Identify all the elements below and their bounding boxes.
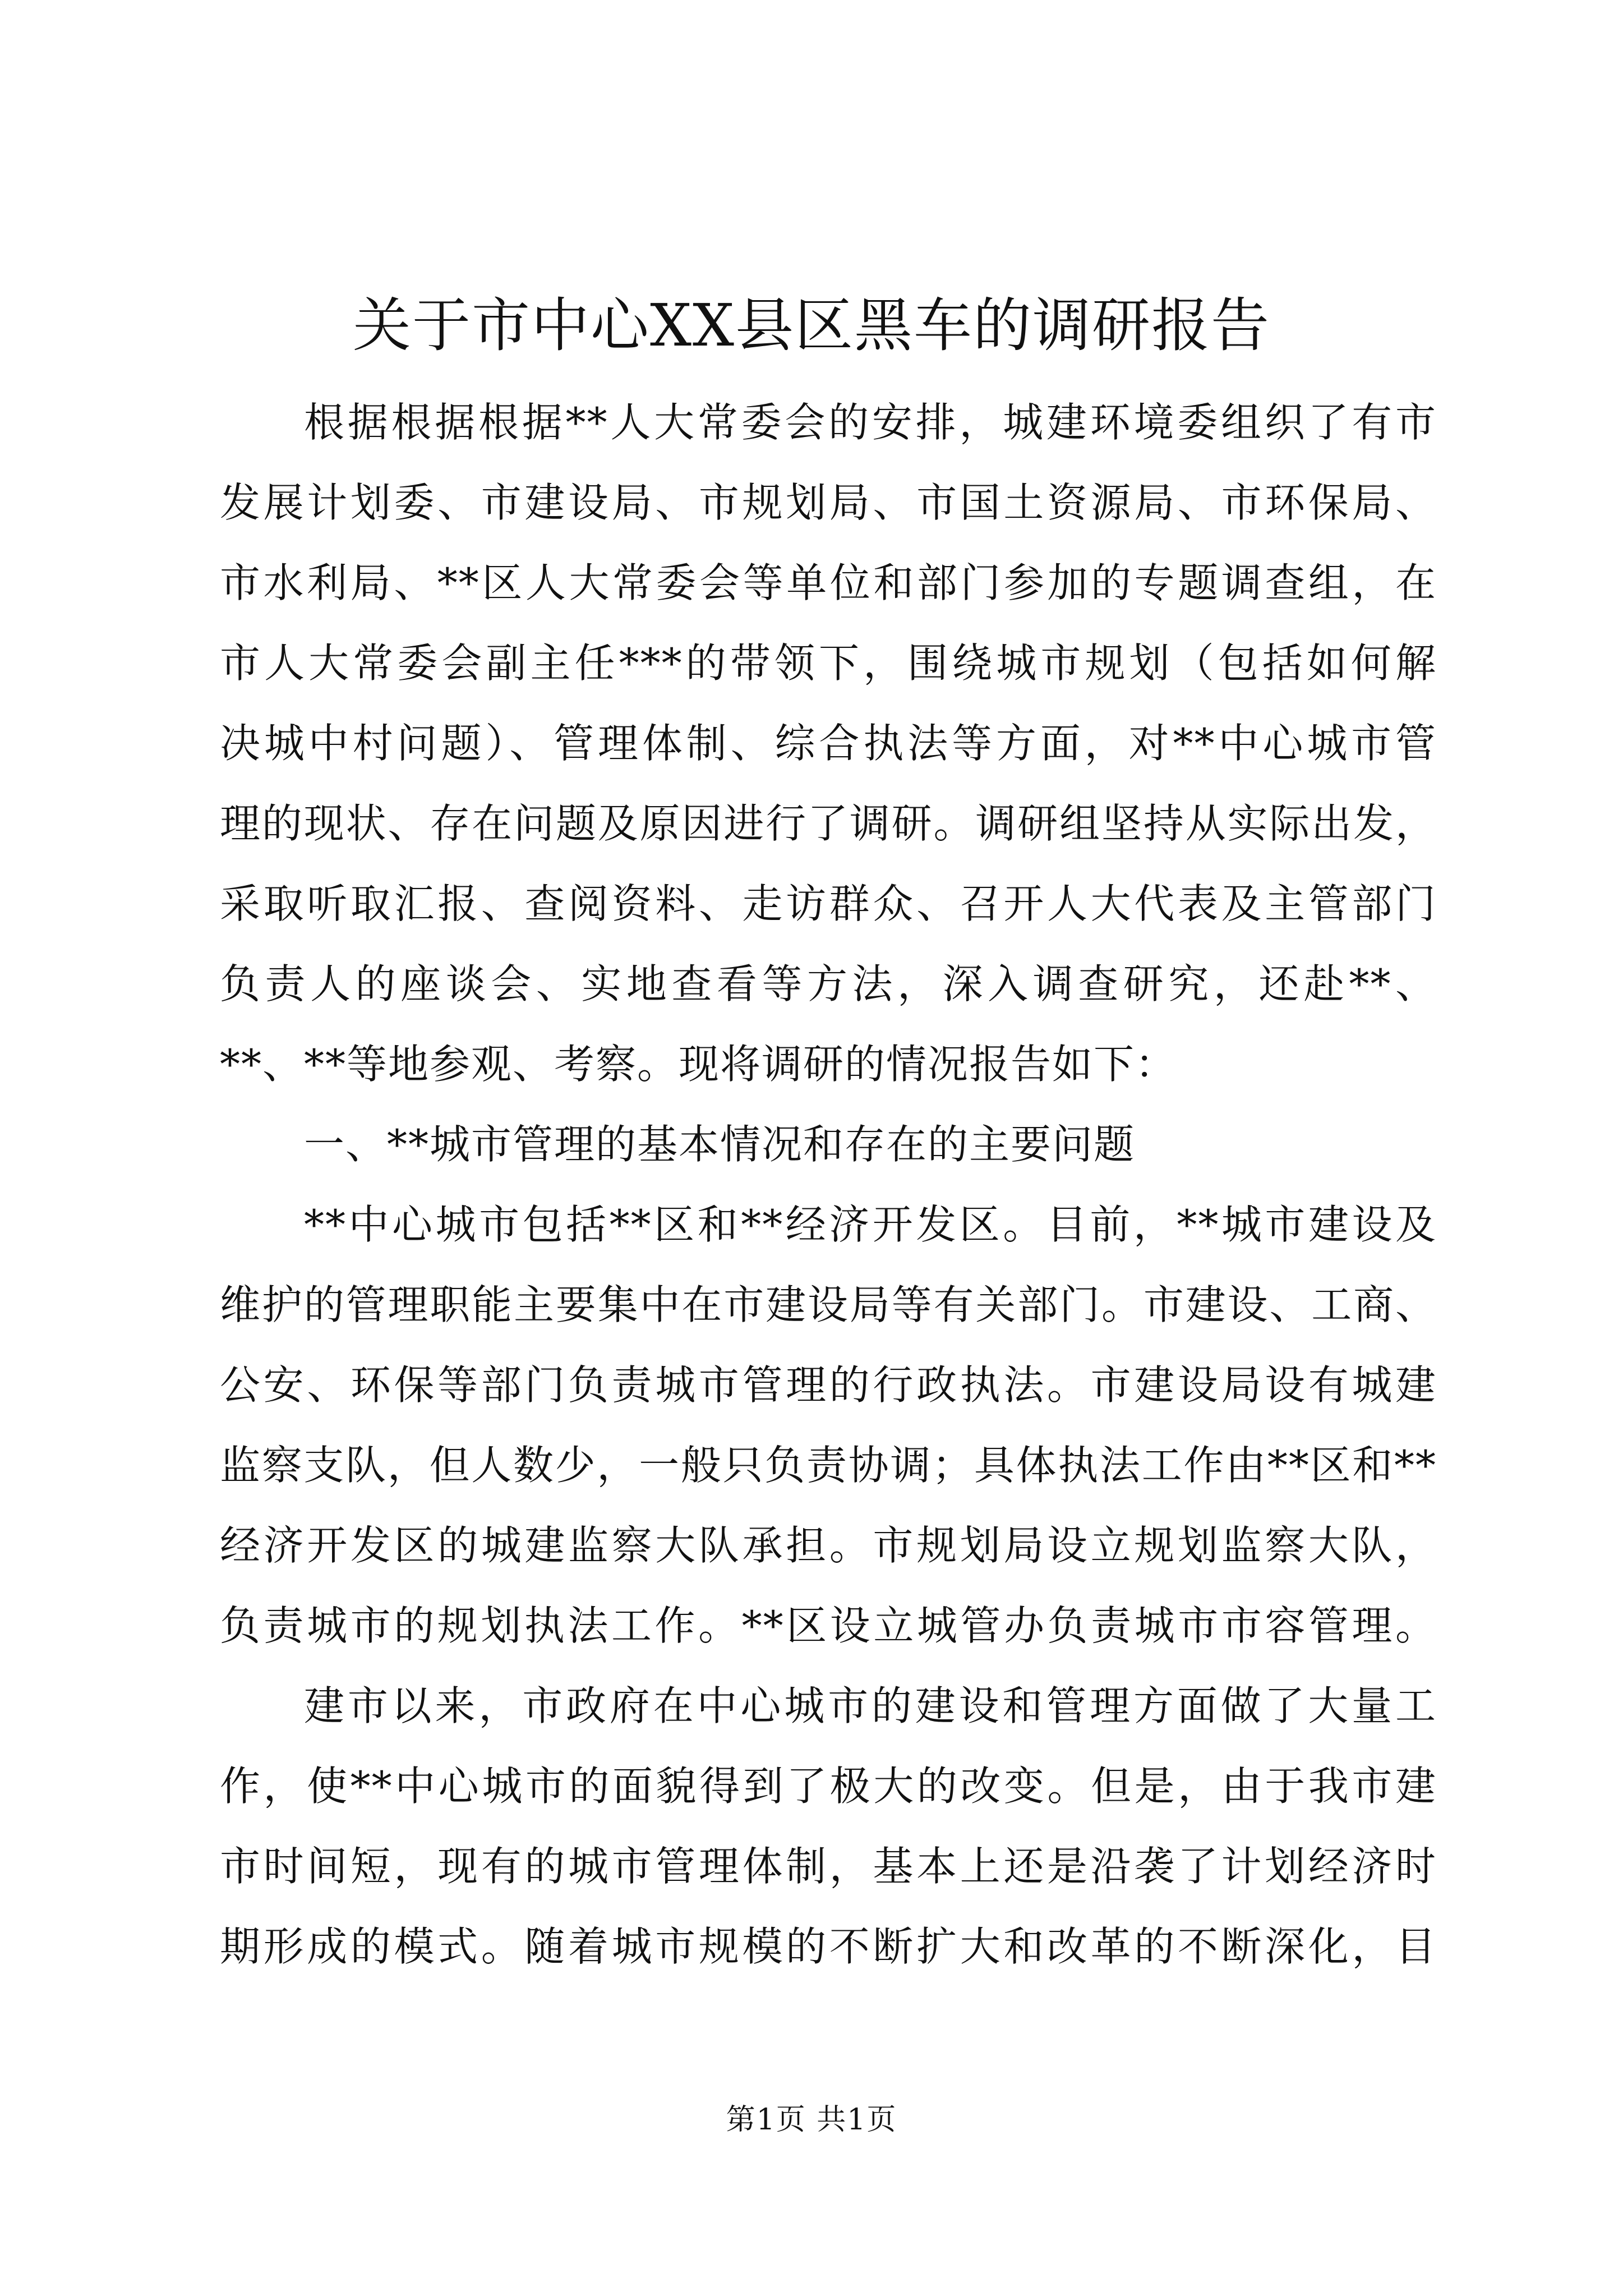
- body-line: 理的现状、存在问题及原因进行了调研。调研组坚持从实际出发，: [220, 800, 1437, 847]
- body-line: 负责城市的规划执法工作。**区设立城管办负责城市市容管理。: [220, 1602, 1437, 1649]
- document-title: 关于市中心XX县区黑车的调研报告: [352, 291, 1271, 360]
- body-line: 期形成的模式。随着城市规模的不断扩大和改革的不断深化，目: [220, 1923, 1437, 1970]
- body-line: **、**等地参观、考察。现将调研的情况报告如下：: [220, 1041, 1177, 1088]
- document-body: [220, 383, 1437, 1987]
- body-line: 市人大常委会副主任***的带领下，围绕城市规划（包括如何解: [220, 639, 1437, 687]
- body-line: 作，使**中心城市的面貌得到了极大的改变。但是，由于我市建: [220, 1763, 1437, 1810]
- body-line: 根据根据根据**人大常委会的安排，城建环境委组织了有市: [304, 399, 1437, 446]
- body-line: 负责人的座谈会、实地查看等方法，深入调查研究，还赴**、: [220, 960, 1437, 1007]
- body-line: 市水利局、**区人大常委会等单位和部门参加的专题调查组，在: [220, 559, 1437, 606]
- body-line: 维护的管理职能主要集中在市建设局等有关部门。市建设、工商、: [220, 1281, 1437, 1328]
- section-heading: 一、**城市管理的基本情况和存在的主要问题: [304, 1121, 1136, 1168]
- body-line: 建市以来，市政府在中心城市的建设和管理方面做了大量工: [304, 1682, 1437, 1729]
- body-line: 经济开发区的城建监察大队承担。市规划局设立规划监察大队，: [220, 1522, 1437, 1569]
- body-line: 市时间短，现有的城市管理体制，基本上还是沿袭了计划经济时: [220, 1843, 1437, 1890]
- body-line: 公安、环保等部门负责城市管理的行政执法。市建设局设有城建: [220, 1361, 1437, 1409]
- body-line: 发展计划委、市建设局、市规划局、市国土资源局、市环保局、: [220, 479, 1437, 526]
- page-footer: 第1页 共1页: [726, 2103, 897, 2137]
- body-line: 采取听取汇报、查阅资料、走访群众、召开人大代表及主管部门: [220, 880, 1437, 927]
- body-line: **中心城市包括**区和**经济开发区。目前，**城市建设及: [304, 1201, 1437, 1248]
- body-line: 监察支队，但人数少，一般只负责协调；具体执法工作由**区和**: [220, 1442, 1437, 1489]
- body-line: 决城中村问题）、管理体制、综合执法等方面，对**中心城市管: [220, 720, 1437, 767]
